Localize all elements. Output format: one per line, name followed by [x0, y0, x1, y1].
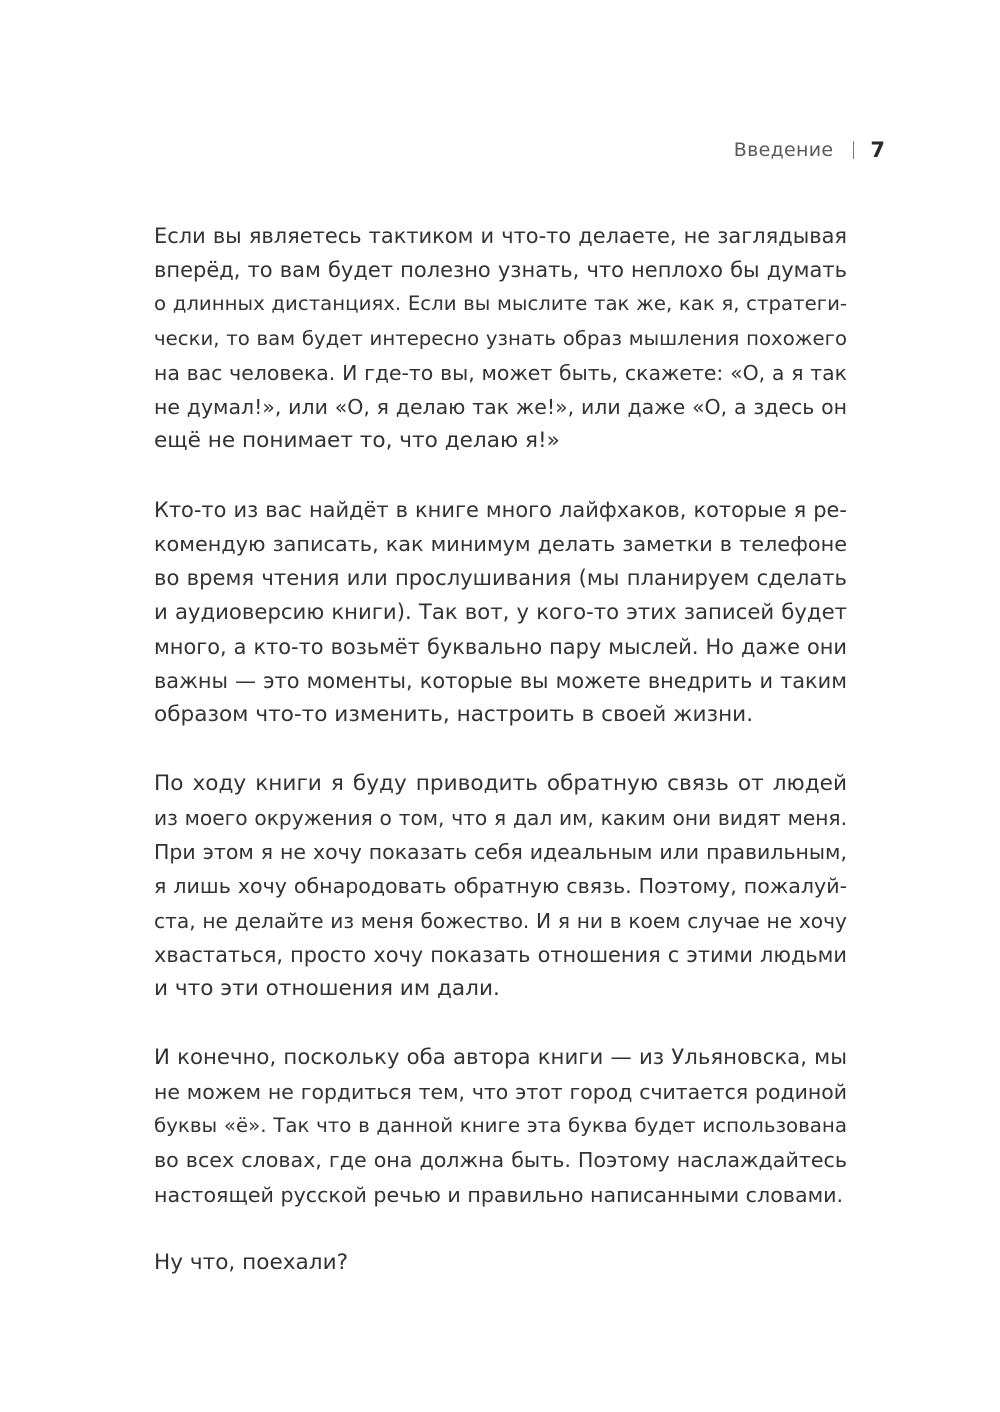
- text-line: ста, не делайте из меня божество. И я ни в коем случае не хочу: [154, 908, 847, 933]
- paragraph-2: [154, 493, 847, 732]
- text-line: Кто-то из вас найдёт в книге много лайфхаков, которые я ре-: [154, 497, 847, 522]
- body-text: [154, 219, 847, 1315]
- text-line: много, а кто-то возьмёт буквально пару мыслей. Но даже они: [154, 634, 847, 659]
- text-line: буквы «ё». Так что в данной книге эта буква будет использована: [154, 1114, 847, 1138]
- text-line: из моего окружения о том, что я дал им, каким они видят меня.: [154, 806, 847, 831]
- text-line: хвастаться, просто хочу показать отношения с этими людьми: [154, 942, 847, 967]
- running-header: [560, 138, 885, 162]
- page-number: 7: [870, 138, 885, 162]
- text-line: настоящей русской речью и правильно написанными словами.: [154, 1182, 844, 1207]
- paragraph-5: [154, 1246, 847, 1280]
- text-line: Ну что, поехали?: [154, 1250, 349, 1276]
- text-line: во время чтения или прослушивания (мы планируем сделать: [154, 565, 847, 591]
- section-title: Введение: [733, 139, 834, 161]
- text-line: Если вы являетесь тактиком и что-то делаете, не заглядывая: [154, 224, 847, 248]
- paragraph-1: [154, 219, 847, 458]
- text-line: на вас человека. И где-то вы, может быть, скажете: «О, а я так: [154, 360, 847, 385]
- text-line: я лишь хочу обнародовать обратную связь. Поэтому, пожалуй-: [154, 874, 847, 899]
- text-line: важны — это моменты, которые вы можете внедрить и таким: [154, 668, 847, 693]
- text-line: вперёд, то вам будет полезно узнать, что неплохо бы думать: [154, 258, 847, 283]
- text-line: чески, то вам будет интересно узнать образ мышления похожего: [154, 326, 847, 350]
- text-line: комендую записать, как минимум делать заметки в телефоне: [154, 532, 847, 557]
- text-line: ещё не понимает то, что делаю я!»: [154, 428, 560, 454]
- text-line: и аудиоверсию книги). Так вот, у кого-то этих записей будет: [154, 599, 847, 625]
- text-line: о длинных дистанциях. Если вы мыслите так же, как я, стратеги-: [154, 292, 847, 316]
- text-line: во всех словах, где она должна быть. Поэтому наслаждайтесь: [154, 1148, 847, 1173]
- text-line: И конечно, поскольку оба автора книги — из Ульяновска, мы: [154, 1044, 847, 1070]
- text-line: и что эти отношения им дали.: [154, 976, 500, 1002]
- text-line: образом что-то изменить, настроить в своей жизни.: [154, 702, 754, 728]
- text-line: не можем не гордиться тем, что этот город считается родиной: [154, 1079, 847, 1104]
- text-line: По ходу книги я буду приводить обратную связь от людей: [154, 770, 847, 796]
- paragraph-3: [154, 767, 847, 1006]
- paragraph-4: [154, 1041, 847, 1212]
- text-line: не думал!», или «О, я делаю так же!», или даже «О, а здесь он: [154, 395, 847, 420]
- text-line: При этом я не хочу показать себя идеальным или правильным,: [154, 840, 847, 865]
- header-divider: [853, 141, 854, 159]
